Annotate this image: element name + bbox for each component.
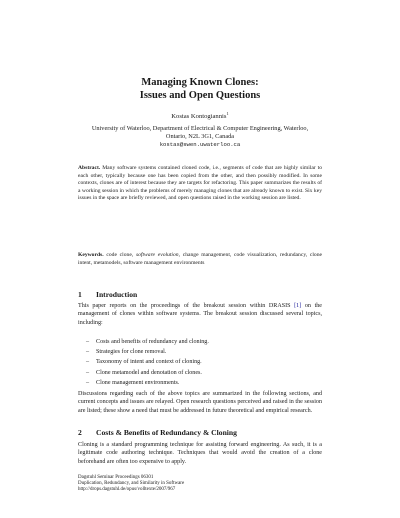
abstract-label: Abstract. — [78, 165, 101, 171]
section-2-heading — [78, 428, 237, 437]
section-2-paragraph-1: Cloning is a standard programming technique for assisting forward engineering. As such, it is a legitimate code authoring technique. Techniques that would avoid the creation of a clone beforehand are often too expensive to apply. — [78, 442, 322, 465]
list-item — [86, 378, 322, 388]
citation-link[interactable]: [1] — [294, 303, 302, 309]
affiliation — [40, 125, 360, 141]
list-bullet: – — [86, 349, 90, 356]
list-item — [86, 337, 322, 347]
author — [0, 111, 400, 120]
author-affiliation-mark: 1 — [226, 111, 229, 116]
list-bullet: – — [86, 379, 90, 386]
page-footer — [78, 475, 322, 494]
list-item — [86, 357, 322, 367]
keywords-text-a: code clone, — [106, 252, 134, 258]
list-bullet: – — [86, 339, 90, 345]
paper-title — [0, 76, 400, 102]
abstract — [78, 165, 322, 203]
list-item-text: Costs and benefits of redundancy and cloning. — [96, 339, 209, 345]
list-item — [86, 347, 322, 357]
section-2-number: 2 — [78, 428, 82, 437]
footer-line-2: Duplication, Redundancy, and Similarity in Software — [78, 481, 185, 487]
list-item-text: Clone metamodel and denotation of clones. — [96, 369, 202, 376]
section-1-heading — [78, 290, 137, 299]
list-item-text: Taxonomy of intent and context of cloning. — [96, 359, 202, 366]
author-name: Kostas Kontogiannis — [171, 113, 227, 121]
list-item — [86, 368, 322, 378]
section-1-title: Introduction — [96, 290, 138, 299]
section-1-number: 1 — [78, 290, 82, 299]
title-line-1: Managing Known Clones: — [141, 77, 259, 88]
list-item-text: Clone management environments. — [96, 379, 180, 386]
keywords-italic: software evolution, — [135, 252, 180, 258]
section-1-paragraph-1 — [78, 302, 322, 327]
topic-list — [86, 337, 322, 388]
affiliation-line-1: University of Waterloo, Department of Electrical & Computer Engineering, Waterloo, — [91, 125, 309, 132]
keywords-text-b: change management, code visualization, redundancy, clone intent, metamodels, software management environments — [78, 252, 322, 266]
author-email: kostas@swen.uwaterloo.ca — [159, 141, 241, 148]
section-1-para1-text-a: This paper reports on the proceedings of the breakout session within DRASIS — [78, 303, 291, 309]
list-bullet: – — [86, 369, 90, 376]
keywords-label: Keywords. — [78, 252, 104, 258]
affiliation-line-2: Ontario, N2L 3G1, Canada — [165, 133, 235, 141]
abstract-text: Many software systems contained cloned code, i.e., segments of code that are highly similar to each other, typically because one has been copied from the other, and then possibly modified. In some contexts, clones are of interest because they are targets for refactoring. This paper summarizes the results of a working session in which the problems of merely managing clones that are already known to exist. Six key issues in the space are briefly reviewed, and open questions raised in the working session are listed. — [78, 165, 322, 202]
list-bullet: – — [86, 359, 90, 366]
footer-line-1: Dagstuhl Seminar Proceedings 06301 — [78, 475, 154, 480]
footer-url[interactable]: http://drops.dagstuhl.de/opus/volltexte/2007/967 — [78, 487, 176, 493]
list-item-text: Strategies for clone removal. — [96, 349, 167, 356]
section-1-para1-text-b: on the management of clones within software systems. The breakout session discussed several topics, including: — [78, 303, 323, 326]
section-1-paragraph-2: Discussions regarding each of the above topics are summarized in the following sections, and current concepts and issues are relayed. Open research questions perceived and raised in the session are listed; these show a need that must be addressed in future theoretical and empirical research. — [78, 391, 322, 414]
section-2-title: Costs & Benefits of Redundancy & Cloning — [96, 428, 237, 437]
title-line-2: Issues and Open Questions — [139, 90, 261, 101]
keywords — [78, 252, 322, 267]
